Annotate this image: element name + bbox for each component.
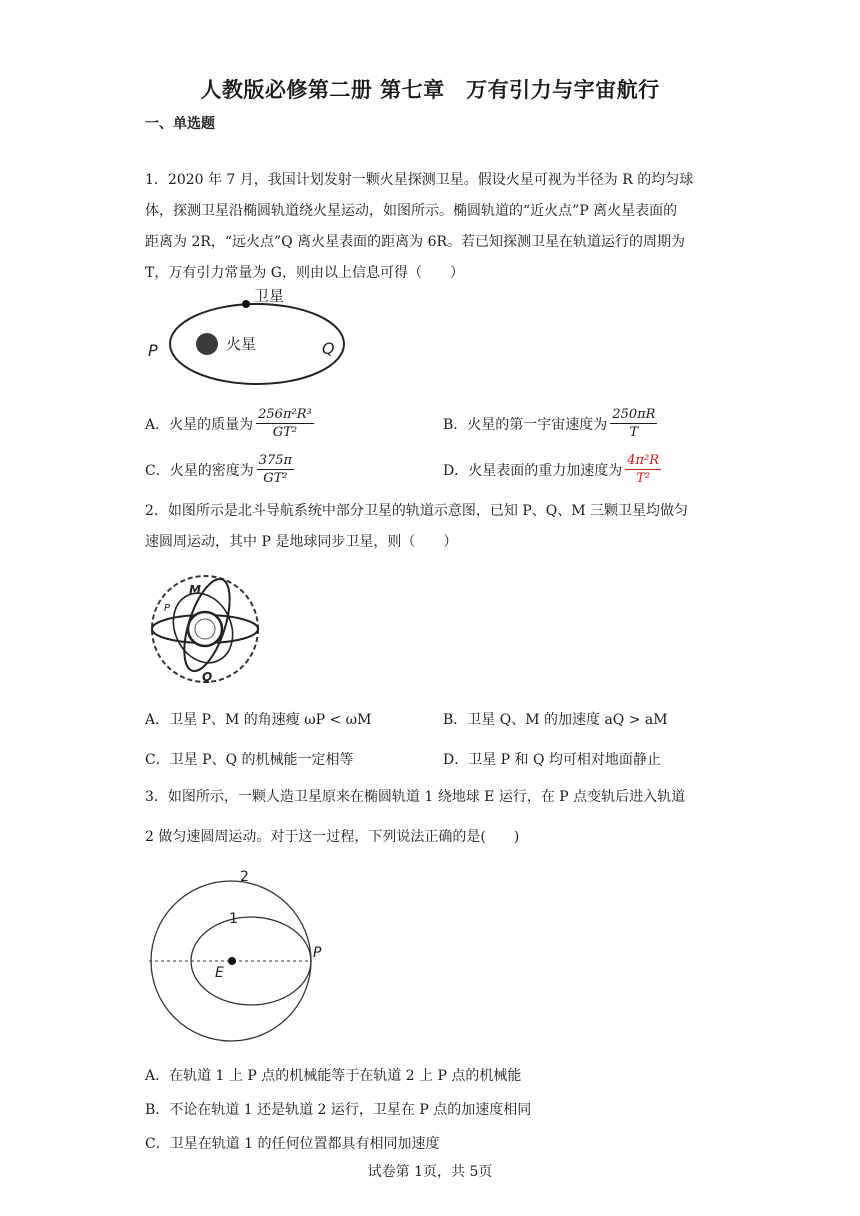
satellite-m-label: M (189, 583, 201, 597)
q2-line-1: 2．如图所示是北斗导航系统中部分卫星的轨道示意图，已知 P、Q、M 三颗卫星均做匀 (145, 503, 689, 519)
q1-option-b[interactable] (443, 406, 657, 441)
document-title: 人教版必修第二册 第七章 万有引力与宇宙航行 (200, 78, 660, 102)
q2-option-d[interactable]: D．卫星 P 和 Q 均可相对地面静止 (443, 752, 661, 768)
fraction-numerator: 4π²R (627, 453, 660, 468)
fraction-numerator: 250πR (612, 407, 656, 422)
point-p-label: P (313, 945, 322, 961)
fraction-numerator: 256π²R³ (258, 407, 312, 422)
question-2-text (145, 496, 717, 558)
q1-option-c-text: C．火星的密度为 (145, 462, 254, 479)
q1-line-1: 1．2020 年 7 月，我国计划发射一颗火星探测卫星。假设火星可视为半径为 R 的均匀球 (145, 172, 694, 188)
q1-option-a-fraction (256, 406, 314, 441)
q2-line-2: 速圆周运动，其中 P 是地球同步卫星，则（ ） (145, 534, 458, 550)
satellite-dot (242, 300, 250, 308)
q1-option-b-fraction (610, 406, 657, 441)
fraction-denominator: GT² (272, 425, 298, 440)
fraction-numerator: 375π (258, 453, 293, 468)
earth-dot (228, 957, 236, 965)
satellite-label: 卫星 (254, 287, 285, 305)
q3-option-b[interactable]: B．不论在轨道 1 还是轨道 2 运行，卫星在 P 点的加速度相同 (145, 1102, 532, 1118)
earth-e-label: E (215, 965, 224, 981)
q1-option-d-text: D．火星表面的重力加速度为 (443, 462, 623, 479)
fraction-denominator: T² (636, 471, 651, 486)
q2-option-a[interactable]: A．卫星 P、M 的角速瘦 ωP < ωM (145, 712, 372, 728)
question-1-text (145, 165, 717, 289)
q3-line-2: 2 做匀速圆周运动。对于这一过程，下列说法正确的是( ) (145, 829, 520, 845)
earth-circle (188, 612, 222, 646)
q1-orbit-diagram (140, 280, 350, 390)
fraction-denominator: T (629, 425, 639, 440)
orbit-2-label: 2 (240, 869, 249, 885)
satellite-p-label: P (164, 603, 171, 614)
q2-orbit-diagram (145, 568, 265, 690)
question-3-text (145, 777, 717, 857)
q1-option-d-fraction (625, 452, 661, 487)
q3-line-1: 3．如图所示，一颗人造卫星原来在椭圆轨道 1 绕地球 E 运行，在 P 点变轨后进入轨道 (145, 789, 686, 805)
q3-option-c[interactable]: C．卫星在轨道 1 的任何位置都具有相同加速度 (145, 1136, 440, 1152)
q1-line-3: 距离为 2R，“远火点”Q 离火星表面的距离为 6R。若已知探测卫星在轨道运行的周期为 (145, 234, 686, 250)
q2-option-b[interactable]: B．卫星 Q、M 的加速度 aQ > aM (443, 712, 668, 728)
q1-option-c-fraction (257, 452, 294, 487)
satellite-q-label: Q (202, 670, 213, 684)
q1-line-2: 体，探测卫星沿椭圆轨道绕火星运动，如图所示。椭圆轨道的“近火点”P 离火星表面的 (145, 203, 678, 219)
q1-option-a-text: A．火星的质量为 (145, 416, 254, 433)
q3-option-a[interactable]: A．在轨道 1 上 P 点的机械能等于在轨道 2 上 P 点的机械能 (145, 1068, 522, 1084)
q2-option-c[interactable]: C．卫星 P、Q 的机械能一定相等 (145, 752, 354, 768)
q1-option-a[interactable] (145, 406, 314, 441)
q1-line-4: T，万有引力常量为 G，则由以上信息可得（ ） (145, 265, 464, 281)
q1-option-b-text: B．火星的第一宇宙速度为 (443, 416, 608, 433)
q1-option-c[interactable] (145, 452, 294, 487)
perigee-p-label: P (148, 341, 158, 360)
apogee-q-label: Q (322, 339, 335, 358)
mars-label: 火星 (226, 335, 257, 353)
section-heading: 一、单选题 (145, 116, 215, 132)
orbit-1-label: 1 (229, 911, 238, 927)
mars-planet (196, 333, 218, 355)
q1-option-d[interactable] (443, 452, 661, 487)
fraction-denominator: GT² (263, 471, 288, 486)
page-footer: 试卷第 1页，共 5页 (367, 1164, 493, 1180)
q3-orbit-diagram (145, 864, 335, 1044)
